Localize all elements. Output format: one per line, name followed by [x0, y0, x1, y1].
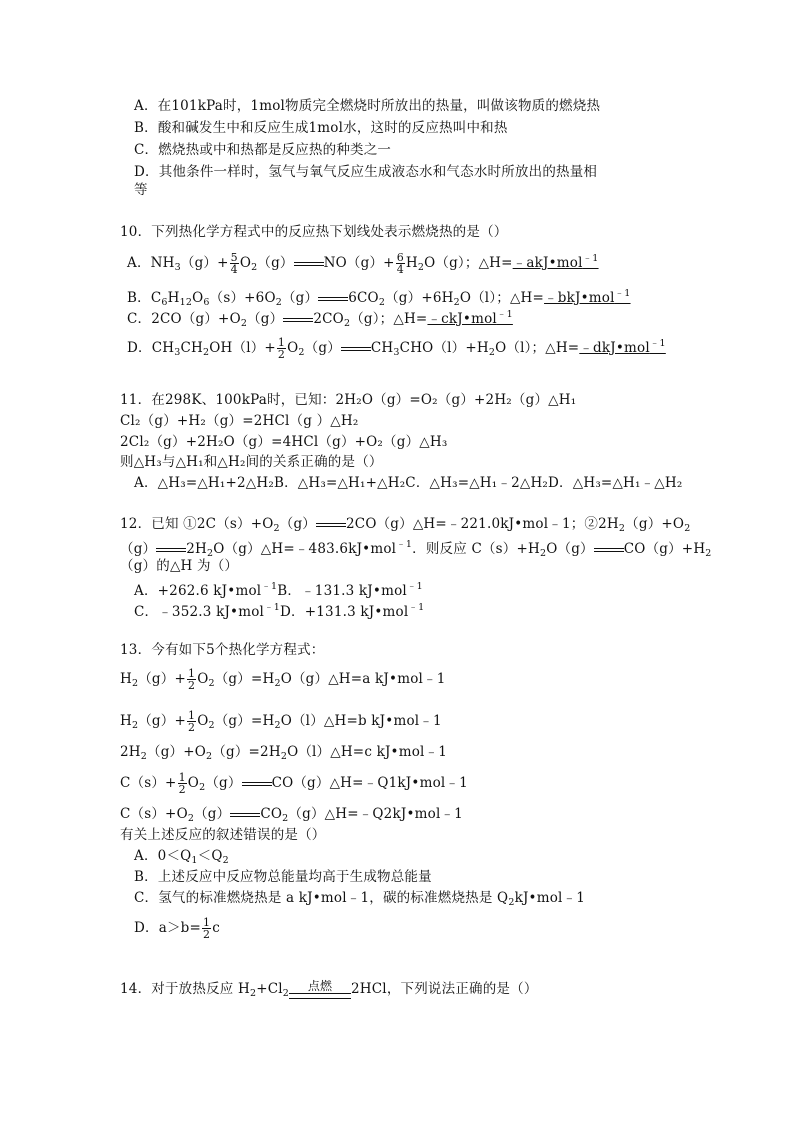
- q14-condition: 点燃: [307, 979, 333, 993]
- q13-equation-2: $H_2(g)+$ $\frac{1}{2}$ $O_2(g)=H_2O(l)\triangle H=b$ kJ•mol﹣1: [120, 709, 442, 734]
- q10-a-dh: ﹣akJ•mol: [512, 255, 583, 271]
- q13-option-d: D．a＞b= $\frac{1}{2}$ c: [134, 916, 220, 941]
- q10-d-dh: ﹣dkJ•mol: [579, 340, 650, 356]
- q11-options: A．△H₃=△H₁+2△H₂B．△H₃=△H₁+△H₂C．△H₃=△H₁﹣2△H₂D．△H₃=△H₁﹣△H₂: [134, 475, 683, 491]
- q13-question: 有关上述反应的叙述错误的是（）: [120, 827, 326, 843]
- q12-option-a: A．+262.6 kJ•mol: [134, 583, 262, 599]
- q10-stem: 10．下列热化学方程式中的反应热下划线处表示燃烧热的是（）: [120, 224, 508, 240]
- q11-equation-2: Cl₂（g）+H₂（g）=2HCl（g ）△H₂: [120, 413, 359, 429]
- q13-equation-3: $2H_2(g)+O_2(g)=2H_2O(l)\triangle H=c$ kJ•mol﹣1: [120, 744, 448, 762]
- q10-b-dh: ﹣bkJ•mol: [544, 290, 615, 306]
- q14-stem: 14．对于放热反应 $H_2+Cl_2$ 点燃 2HCl，下列说法正确的是（）: [120, 979, 538, 999]
- q9-option-d-continued: 等: [134, 182, 148, 198]
- q12-stem-line1: 12．已知 $①2C(s)+O_2(g)$ 2CO（g）△H=﹣221.0kJ•mol﹣1；$②2H_2(g)+O_2$: [120, 516, 691, 534]
- q13-equation-5: $C(s)+O_2(g)$ $CO_2(g)\triangle H=﹣Q2kJ•mol﹣1$: [120, 806, 463, 824]
- q12-stem-line2: （g） $2H_2O(g)\triangle H=﹣483.6kJ•mol^{﹣1}$．则反应 $C(s)+H_2O(g)$ $CO(g)+H_2$: [120, 539, 712, 559]
- q9-option-c: C．燃烧热或中和热都是反应热的种类之一: [134, 142, 392, 158]
- q13-option-a: A．$0<Q_1<Q_2$: [134, 848, 229, 866]
- q13-option-c: C．氢气的标准燃烧热是 a kJ•mol﹣1，碳的标准燃烧热是 $Q_2kJ•mol﹣1$: [134, 890, 586, 908]
- q12-stem-line3: （g）的△H 为（）: [120, 558, 239, 574]
- q13-stem: 13．今有如下5个热化学方程式：: [120, 642, 325, 658]
- q13-option-b: B．上述反应中反应物总能量均高于生成物总能量: [134, 869, 432, 885]
- q10-c-dh: ﹣ckJ•mol: [427, 311, 497, 327]
- q10-option-b: B．$C_6H_{12}O_6(s)+6O_2(g)$ $6CO_2(g)+6H_2O(l)$；△H=﹣bkJ•mol$^{﹣1}$: [127, 288, 631, 308]
- q11-equation-3: 2Cl₂（g）+2H₂O（g）=4HCl（g）+O₂（g）△H₃: [120, 434, 448, 450]
- q12-option-c: C．﹣352.3 kJ•mol: [134, 604, 265, 620]
- q13-equation-4: C（s）+ $\frac{1}{2}$ $O_2(g)$ CO（g）△H=﹣Q1kJ•mol﹣1: [120, 771, 468, 796]
- q10-option-a: A．$NH_3(g)+$ $\frac{5}{4}$ $O_2(g)$ NO（g）+ $\frac{6}{4}$ $H_2O(g)$；△H=﹣akJ•mol$^{﹣1}$: [127, 251, 599, 276]
- q12-option-b: B．﹣131.3 kJ•mol: [277, 583, 407, 599]
- q12-option-d: D．+131.3 kJ•mol: [280, 604, 409, 620]
- q9-option-d: D．其他条件一样时，氢气与氧气反应生成液态水和气态水时所放出的热量相: [134, 164, 598, 180]
- q10-option-d: D．$CH_3CH_2OH(l)+$ $\frac{1}{2}$ $O_2(g)$ $CH_3CHO(l)+H_2O(l)$；△H=﹣dkJ•mol$^{﹣1}$: [127, 336, 666, 361]
- q12-options-cd: C．﹣352.3 kJ•mol$^{﹣1}$D．+131.3 kJ•mol$^{﹣1}$: [134, 602, 425, 620]
- q12-options-ab: A．+262.6 kJ•mol$^{﹣1}$B．﹣131.3 kJ•mol$^{﹣1}$: [134, 581, 423, 599]
- q10-option-c: C．$2CO(g)+O_2(g)$ $2CO_2(g)$；△H=﹣ckJ•mol$^{﹣1}$: [127, 309, 513, 329]
- q11-stem: 11．在298K、100kPa时，已知：2H₂O（g）=O₂（g）+2H₂（g）△H₁: [120, 392, 577, 408]
- q9-option-a: A．在101kPa时，1mol物质完全燃烧时所放出的热量，叫做该物质的燃烧热: [134, 98, 601, 114]
- q9-option-b: B．酸和碱发生中和反应生成1mol水，这时的反应热叫中和热: [134, 120, 508, 136]
- q13-equation-1: $H_2(g)+$ $\frac{1}{2}$ $O_2(g)=H_2O(g)\triangle H=a$ kJ•mol﹣1: [120, 667, 446, 692]
- q11-question: 则△H₃与△H₁和△H₂间的关系正确的是（）: [120, 454, 383, 470]
